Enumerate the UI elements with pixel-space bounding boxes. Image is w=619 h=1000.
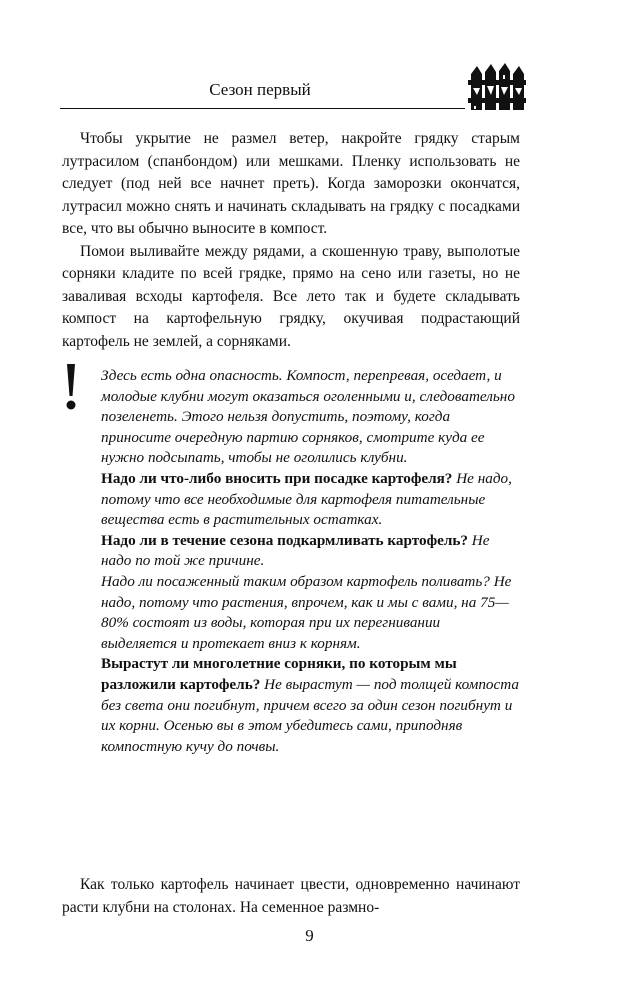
continuation-text (62, 873, 520, 919)
qa-4-answer: Не вырастут — под толщей компоста без света они погибнут, причем всего за один сезон погибнут и их корни. Осенью вы в этом убедитесь сами, приподняв компостную кучу до почвы. (101, 675, 519, 755)
main-text (62, 128, 520, 353)
qa-4-question: Вырастут ли многолетние сорняки, по которым мы разложили картофель? (101, 655, 457, 693)
exclamation-icon (64, 364, 78, 412)
header-rule (60, 108, 465, 109)
page-number: 9 (305, 926, 314, 945)
paragraph-3: Как только картофель начинает цвести, одновременно начинают расти клубни на столонах. На семенное размно- (62, 876, 520, 916)
note-block (101, 366, 519, 757)
qa-3 (101, 572, 519, 654)
paragraph-1: Чтобы укрытие не размел ветер, накройте грядку старым лутрасилом (спанбондом) или мешками. Пленку использовать не следует (под ней все начнет преть). Когда заморозки окончатся, лутрасил можно снять и начинать складывать на грядку с посадками все, что вы обычно выносите в компост. (62, 130, 520, 237)
paragraph-2: Помои выливайте между рядами, а скошенную траву, выполотые сорняки кладите по всей грядке, прямо на сено или газеты, но не заваливая всходы картофеля. Все лето так и будете складывать компост на картофельную грядку, окучивая подрастающий картофель не землей, а сорняками. (62, 242, 520, 350)
qa-2-answer: Не надо по той же причине. (101, 531, 490, 570)
qa-1-question: Надо ли что-либо вносить при посадке картофеля? (101, 469, 453, 487)
qa-1 (101, 469, 519, 531)
qa-1-answer: Не надо, потому что все необходимые для картофеля питательные вещества есть в растительных остатках. (101, 469, 512, 529)
qa-2-question: Надо ли в течение сезона подкармливать картофель? (101, 531, 468, 549)
fence-icon (468, 62, 526, 114)
qa-3-text: Надо ли посаженный таким образом картофель поливать? Не надо, потому что растения, впрочем, как и мы с вами, на 75—80% состоят из воды, которая при их перегнивании выделяется и протекает вниз к корням. (101, 572, 512, 652)
note-intro: Здесь есть одна опасность. Компост, перепревая, оседает, и молодые клубни могут оказаться оголенными и, следовательно позеленеть. Этого нельзя допустить, поэтому, когда приносите очередную партию сорняков, смотрите куда ее нужно подсыпать, чтобы не оголились клубни. (101, 367, 515, 467)
qa-2 (101, 531, 519, 572)
running-header: Сезон первый (209, 80, 311, 99)
qa-4 (101, 654, 519, 757)
